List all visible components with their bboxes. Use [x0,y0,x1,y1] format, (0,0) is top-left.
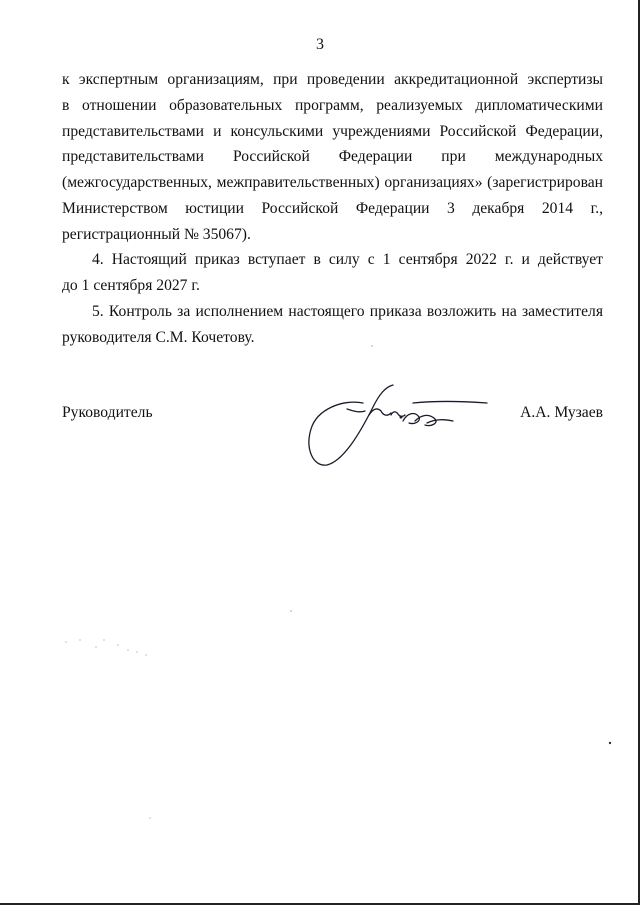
text-line: до 1 сентября 2027 г. [62,276,200,294]
text-line: 5. Контроль за исполнением настоящего приказа возложить на заместителя [92,303,603,320]
signatory-title: Руководитель [62,404,153,421]
text-line: регистрационный № 35067). [62,225,251,243]
paragraph-1 [62,67,603,248]
text-line: 4. Настоящий приказ вступает в силу с 1 сентября 2022 г. и действует [92,251,603,268]
handwritten-signature [303,381,493,473]
paragraph-3 [62,299,603,351]
text-line: представительствами и консульскими учреждениями Российской Федерации, [62,122,603,140]
text-line: представительствами Российской Федерации при международных [62,148,603,166]
text-line: к экспертным организациям, при проведении аккредитационной экспертизы [62,71,603,88]
text-line: (межгосударственных, межправительственных) организациях» (зарегистрирован [62,174,603,192]
text-line: Министерством юстиции Российской Федерации 3 декабря 2014 г., [62,199,603,217]
paragraph-2 [62,247,603,299]
text-line: в отношении образовательных программ, реализуемых дипломатическими [62,96,603,114]
text-line: руководителя С.М. Кочетову. [62,328,255,346]
page-number: 3 [316,36,324,53]
signatory-name: А.А. Музаев [520,404,603,421]
